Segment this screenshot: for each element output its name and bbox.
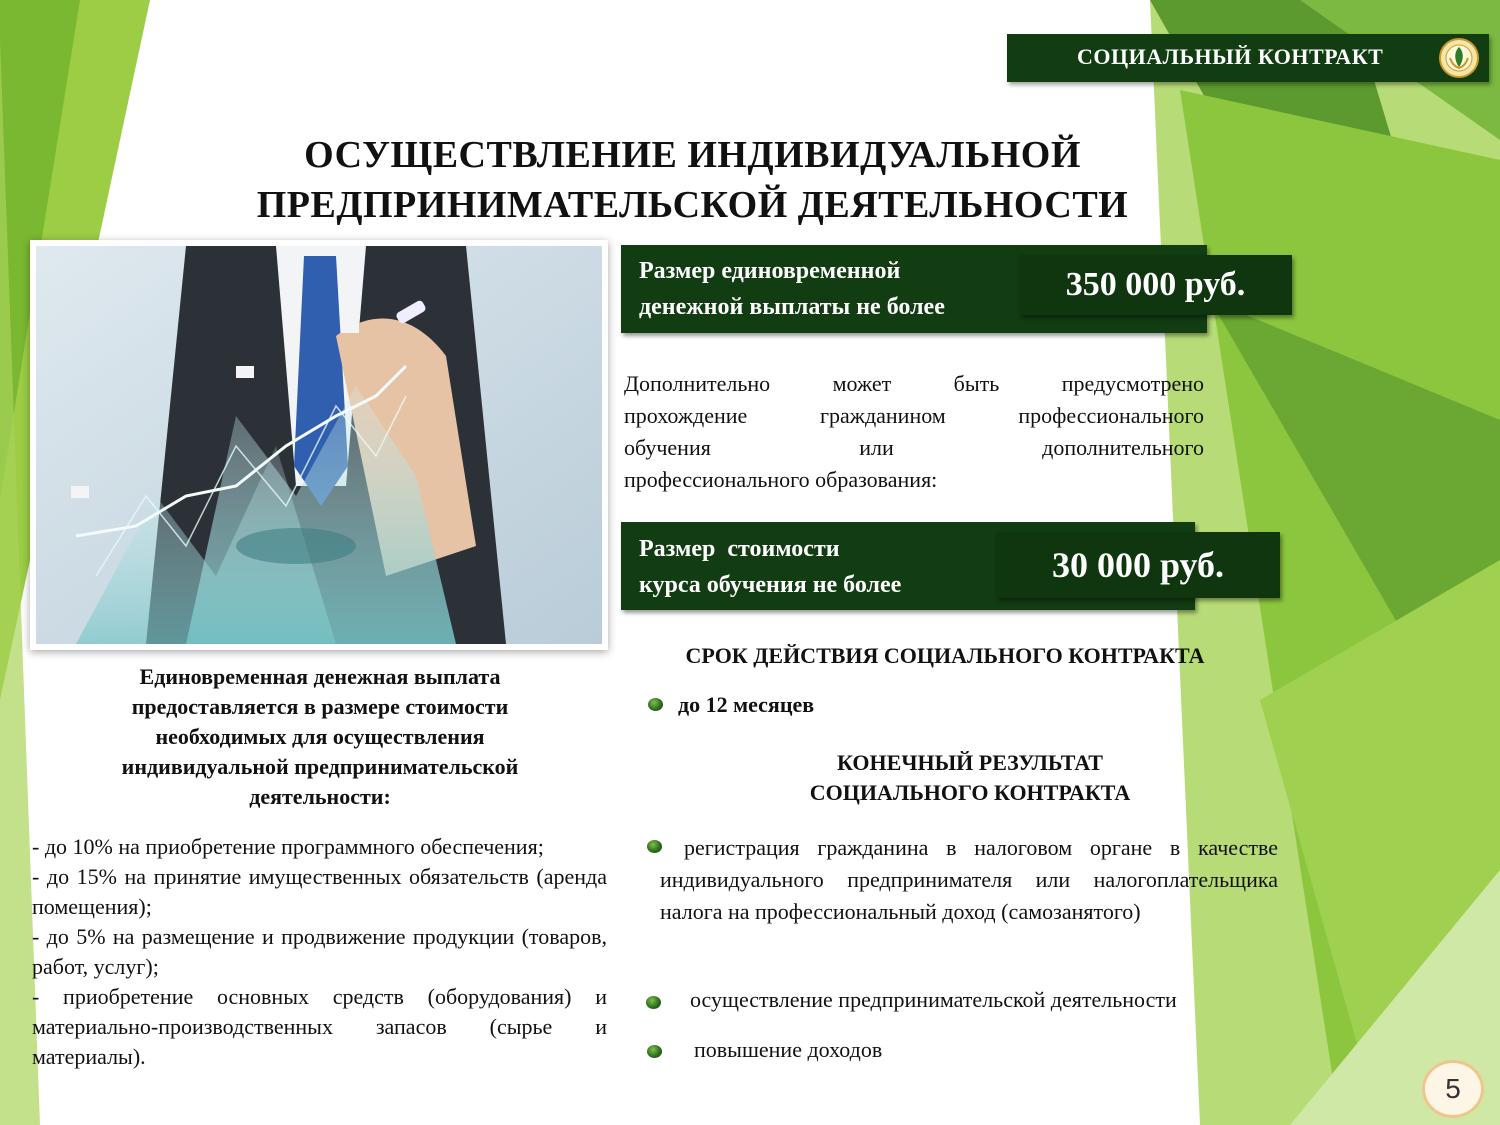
left-caption-line-3: необходимых для осуществления <box>155 724 485 749</box>
course-amount: 30 000 руб. <box>996 532 1280 598</box>
title-line-2: ПРЕДПРИНИМАТЕЛЬСКОЙ ДЕЯТЕЛЬНОСТИ <box>256 184 1129 226</box>
training-note-line-3: обучения или дополнительного <box>624 435 1204 460</box>
business-photo <box>30 240 608 650</box>
payment-label-line-1: Размер единовременной <box>639 258 901 284</box>
training-note <box>624 368 1204 496</box>
left-caption <box>30 662 610 812</box>
course-label-line-2: курса обучения не более <box>639 572 902 598</box>
list-item: - до 15% на принятие имущественных обязательств (аренда помещения); <box>32 864 607 919</box>
business-photo-image <box>36 246 602 644</box>
bullet-icon <box>648 698 663 711</box>
term-heading: СРОК ДЕЙСТВИЯ СОЦИАЛЬНОГО КОНТРАКТА <box>685 643 1205 668</box>
header-badge <box>1007 34 1489 82</box>
payment-label-line-2: денежной выплаты не более <box>639 294 945 320</box>
result-heading <box>720 748 1220 808</box>
result-heading-line-1: КОНЕЧНЫЙ РЕЗУЛЬТАТ <box>837 750 1103 775</box>
bullet-icon <box>646 996 661 1009</box>
result-item-3: повышение доходов <box>694 1037 883 1062</box>
header-label: СОЦИАЛЬНЫЙ КОНТРАКТ <box>1077 44 1384 69</box>
title-line-1: ОСУЩЕСТВЛЕНИЕ ИНДИВИДУАЛЬНОЙ <box>304 134 1081 176</box>
page-number: 5 <box>1422 1060 1484 1118</box>
course-label-line-1: Размер стоимости <box>639 536 840 562</box>
left-caption-line-5: деятельности: <box>249 784 391 809</box>
list-item: - до 5% на размещение и продвижение продукции (товаров, работ, услуг); <box>32 924 607 979</box>
result-item-1: регистрация гражданина в налоговом органе в качестве индивидуального предпринимателя или налогоплательщика налога на профессиональный доход (самозанятого) <box>660 835 1278 924</box>
list-item: - до 10% на приобретение программного обеспечения; <box>32 834 544 859</box>
payment-amount: 350 000 руб. <box>1019 255 1292 315</box>
term-value: до 12 месяцев <box>678 692 815 717</box>
result-heading-line-2: СОЦИАЛЬНОГО КОНТРАКТА <box>809 780 1131 805</box>
training-note-line-1: Дополнительно может быть предусмотрено <box>624 371 1204 396</box>
page-title <box>150 130 1235 230</box>
training-note-line-4: профессионального образования: <box>624 467 938 492</box>
allocation-list <box>32 832 607 1072</box>
left-caption-line-4: индивидуальной предпринимательской <box>121 754 519 779</box>
bullet-icon <box>647 1045 662 1058</box>
result-item-2: осуществление предпринимательской деятельности <box>690 987 1177 1012</box>
list-item: - приобретение основных средств (оборудования) и материально-производственных запасов (сырье и материалы). <box>32 984 607 1069</box>
training-note-line-2: прохождение гражданином профессионального <box>624 403 1204 428</box>
left-caption-line-1: Единовременная денежная выплата <box>139 664 501 689</box>
left-caption-line-2: предоставляется в размере стоимости <box>131 694 509 719</box>
emblem-icon <box>1439 38 1479 78</box>
